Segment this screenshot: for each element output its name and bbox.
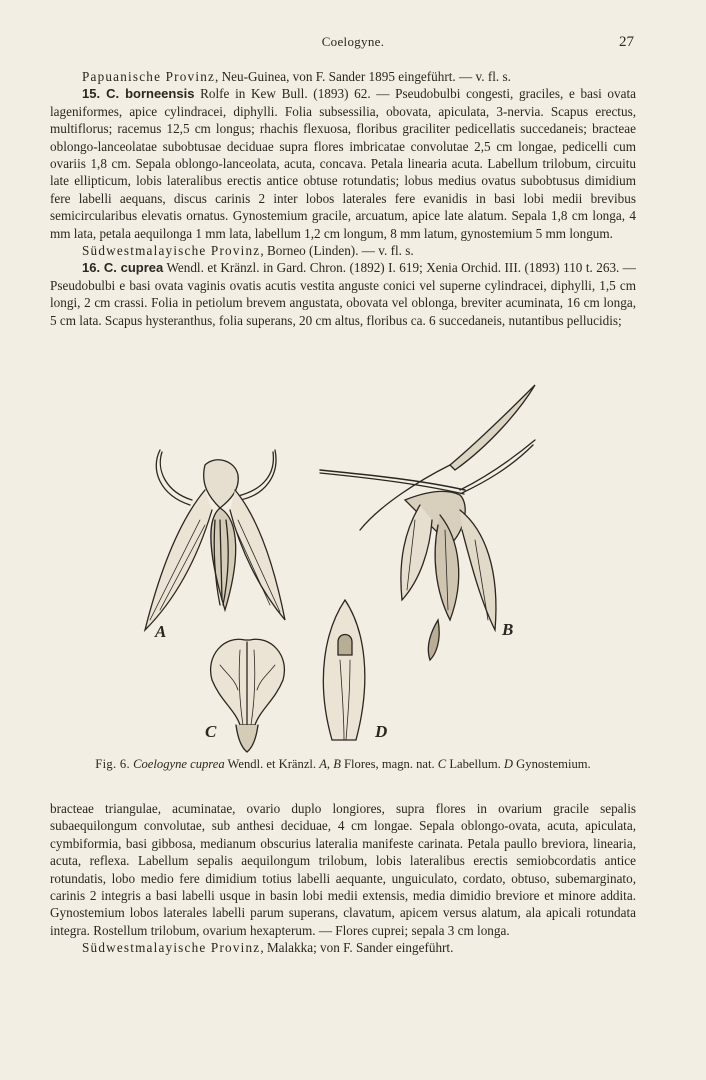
caption-comma: , [326,757,334,771]
page-number: 27 [619,34,634,50]
species-16-locality [50,939,636,956]
locality-rest: , Malakka; von F. Sander eingeführt. [260,940,454,956]
bottom-text-block [50,800,636,957]
caption-c: C [437,757,447,771]
species-16-continued: bracteae triangulae, acuminatae, ovario duplo longiores, supra flores in ovarium gracile sepalis subaequilongum convolutae, sub anthesi deciduae, 4 cm longae. Sepala oblongo-ovata, acuta, apiculata, cymbiformia, basi gibbosa, medianum obscurius lateralia manifeste carinata. Petala paullo breviora, linearia, acuta, reflexa. Labellum sepalis aequilongum trilobum, lobis lateralibus erectis semiobcordatis antice rotundatis, lobo medio fere dimidium totius labelli aequante, unguiculato, cordato, obtuso, subemarginato, carinis 2 integris a basi labelli usque in basin lobi medii extensis, media dimidio breviore et minore addita. Gynostemium lobos laterales labelli parum superans, clavatum, apicem versus alatum, ala apicali rotundata integra. Rostellum trilobum, ovarium hexapterum. — Flores cuprei; sepala 3 cm longa. [50,801,636,938]
species-15-locality [50,242,636,259]
species-16-description [50,259,636,329]
region-name: Südwestmalayische Provinz [82,940,261,956]
caption-authors: Wendl. et Kränzl. [224,757,320,771]
papua-provenance [50,68,636,85]
figure-label-a: A [155,622,167,641]
caption-a: A [319,757,327,771]
caption-labellum: Labellum. [446,757,504,771]
figure-label-b: B [502,620,514,639]
caption-flores: Flores, magn. nat. [340,757,438,771]
caption-d: D [503,757,514,771]
region-name: Papuanische Provinz [82,69,216,84]
top-text-block [50,68,636,329]
region-name: Südwestmalayische Provinz [82,243,261,259]
species-16-text: Wendl. et Kränzl. in Gard. Chron. (1892) I. 619; Xenia Orchid. III. (1893) 110 t. 263. — Pseudobulbi e basi ovata vaginis ovatis acutis vestita anguste conici vel superne cylindracei, diphylli, 1,5 cm longi, 2 cm crassi. Folia in petiolum brevem angustata, obovata vel oblonga, breviter acuminata, 16 cm longa, 5 cm lata. Scapus hysteranthus, folia superans, 20 cm altus, floribus ca. 6 succedaneis, nutantibus pellucidis; [50,260,636,328]
figure-number: Fig. 6. [95,757,130,771]
species-15-heading: 15. C. borneensis [82,86,195,102]
figure-label-d: D [375,722,388,741]
orchid-drawing [120,380,580,755]
running-title: Coelogyne. [321,34,385,49]
species-15-description [50,85,636,242]
species-16-heading: 16. C. cuprea [82,260,164,276]
species-15-text: Rolfe in Kew Bull. (1893) 62. — Pseudobulbi congesti, graciles, e basi ovata lageniformes, apice cylindracei, diphylli. Folia subsessilia, obovata, apiculata, 3-nervia. Scapus erectus, multiflorus; racemus 12,5 cm longus; rhachis flexuosa, floribus graciliter pedicellatis succedaneis; bracteae oblongo-lanceolatae subobtusae deciduae supra flores imbricatae convolutae 2,5 cm longae, pedicelli cum ovariis 1,8 cm. Sepala oblongo-lanceolata, acuta, concava. Petala linearia acuta. Labellum trilobum, circuitu late ellipticum, lobis lateralibus erectis antice obtuse rotundatis; lobus medius ovatus subobtusus dimidium fere labelli aequans, discus carinis 2 inter lobos laterales fere evanidis in basi lobi medii brevibus semicircularibus elevatis ornatus. Gynostemium gracile, arcuatum, apice late alatum. Sepala 1,8 cm longa, 4 mm lata, petala aequilonga 1 mm lata, labellum 1,2 cm longum, 8 mm latum, gynostemium 5 mm longum. [50,86,636,241]
caption-species: Coelogyne cuprea [133,757,225,771]
orchid-illustration [120,380,580,755]
locality-rest: , Borneo (Linden). — v. fl. s. [260,243,414,259]
provenance-rest: , Neu-Guinea, von F. Sander 1895 eingeführt. — v. fl. s. [215,69,511,84]
figure-label-c: C [205,722,217,741]
caption-b: B [333,757,341,771]
caption-gyno: Gynostemium. [513,757,591,771]
figure-caption [50,756,636,772]
